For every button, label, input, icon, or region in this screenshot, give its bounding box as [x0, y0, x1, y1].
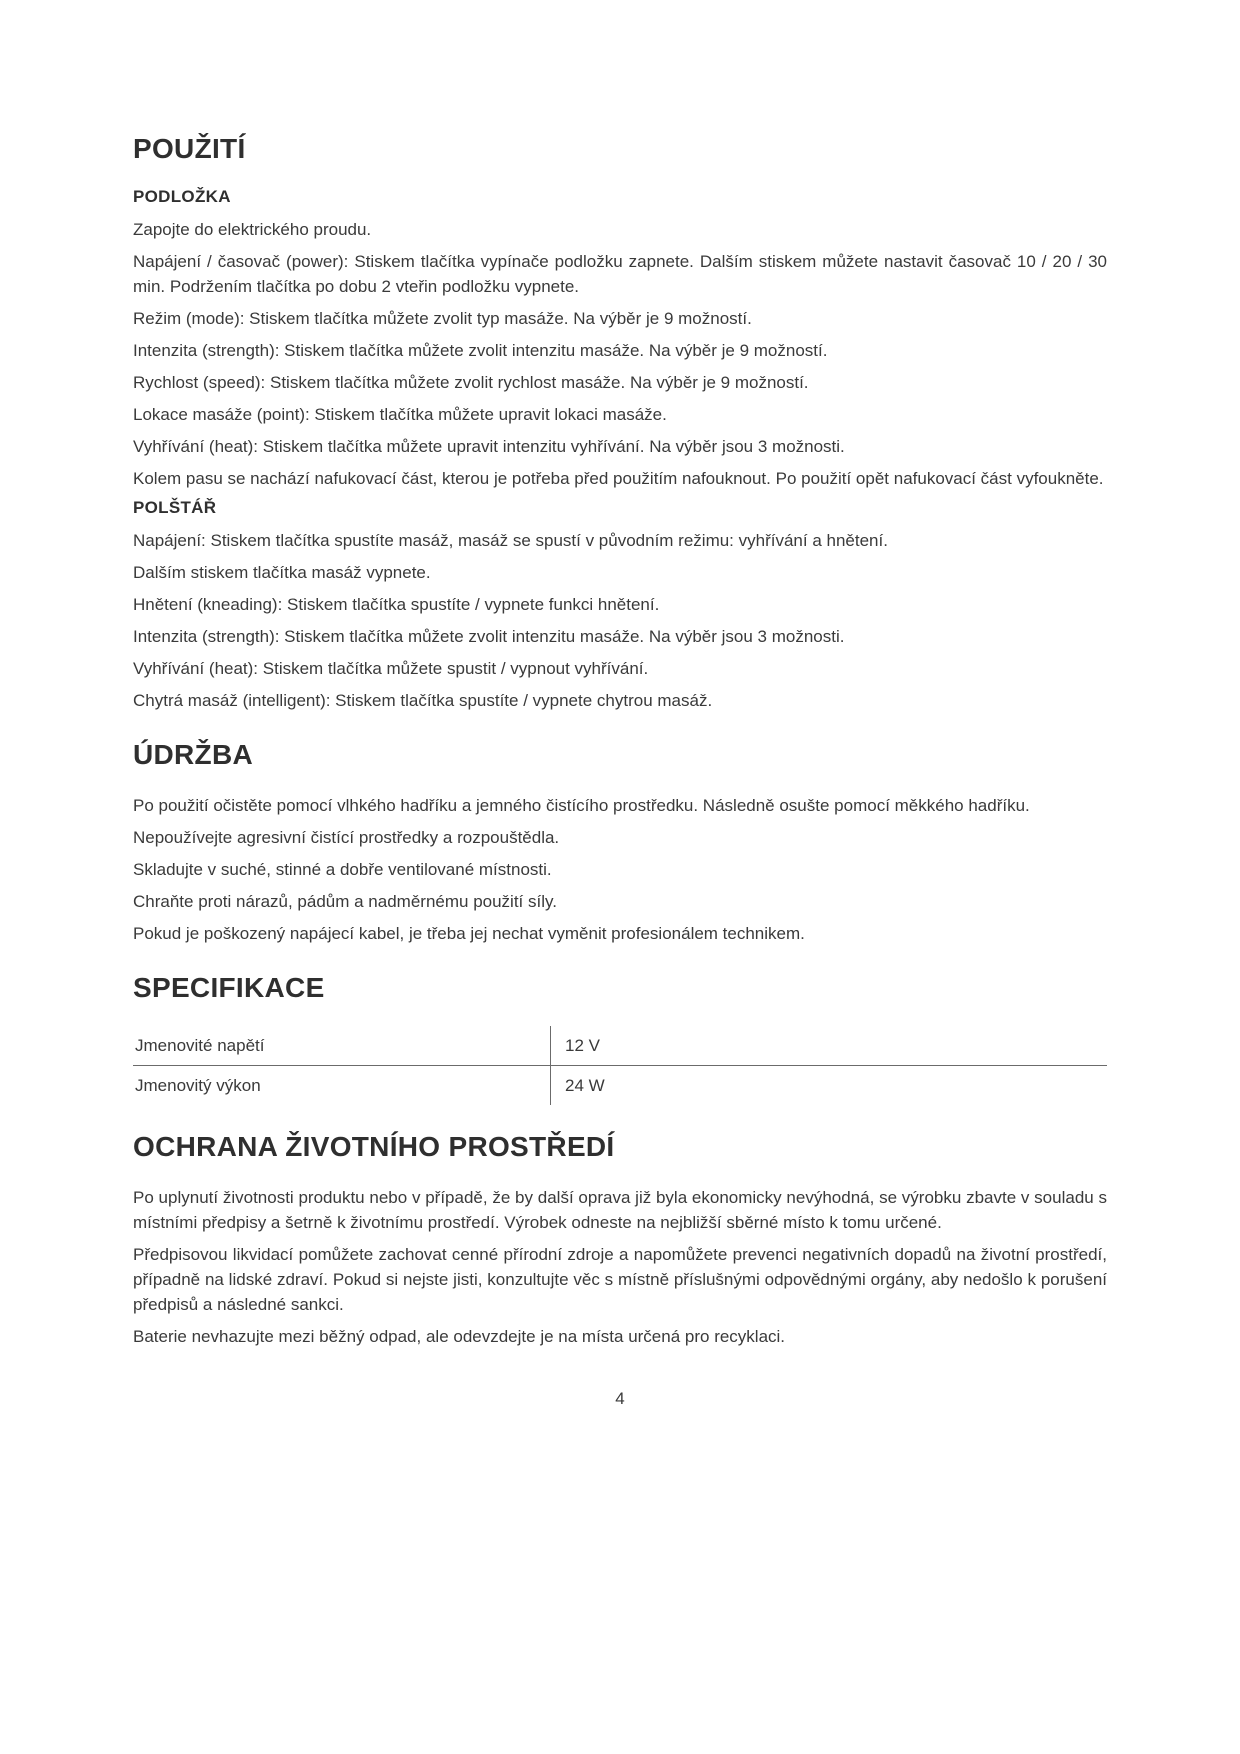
paragraph: Chytrá masáž (intelligent): Stiskem tlačítka spustíte / vypnete chytrou masáž. [133, 691, 713, 710]
paragraph: Lokace masáže (point): Stiskem tlačítka můžete upravit lokaci masáže. [133, 405, 667, 424]
spec-value-power: 24 W [565, 1076, 605, 1095]
spec-value-voltage: 12 V [565, 1036, 600, 1055]
paragraph: Po použití očistěte pomocí vlhkého hadříku a jemného čistícího prostředku. Následně osušte pomocí měkkého hadříku. [133, 796, 1030, 815]
paragraph: Režim (mode): Stiskem tlačítka můžete zvolit typ masáže. Na výběr je 9 možností. [133, 309, 752, 328]
section-title-udrzba: ÚDRŽBA [133, 739, 254, 770]
paragraph: Intenzita (strength): Stiskem tlačítka můžete zvolit intenzitu masáže. Na výběr jsou 3 možnosti. [133, 627, 845, 646]
paragraph: Vyhřívání (heat): Stiskem tlačítka můžete spustit / vypnout vyhřívání. [133, 659, 649, 678]
paragraph: Rychlost (speed): Stiskem tlačítka můžete zvolit rychlost masáže. Na výběr je 9 možností. [133, 373, 809, 392]
paragraph: Předpisovou likvidací pomůžete zachovat cenné přírodní zdroje a napomůžete prevenci negativních dopadů na životní prostředí, případně na lidské zdraví. Pokud si nejste jisti, konzultujte věc s místně příslušnými odpovědnými orgány, aby nedošlo k porušení předpisů a následné sankci. [133, 1245, 1107, 1314]
paragraph: Pokud je poškozený napájecí kabel, je třeba jej nechat vyměnit profesionálem technikem. [133, 924, 805, 943]
paragraph: Napájení / časovač (power): Stiskem tlačítka vypínače podložku zapnete. Dalším stiskem můžete nastavit časovač 10 / 20 / 30 min. Podržením tlačítka po dobu 2 vteřin podložku vypnete. [133, 252, 1107, 296]
section-title-pouziti: POUŽITÍ [133, 133, 246, 164]
paragraph: Po uplynutí životnosti produktu nebo v případě, že by další oprava již byla ekonomicky nevýhodná, se výrobku zbavte v souladu s místními předpisy a šetrně k životnímu prostředí. Výrobek odneste na nejbližší sběrné místo k tomu určené. [133, 1188, 1107, 1232]
spec-label-voltage: Jmenovité napětí [133, 1026, 551, 1065]
spec-label-power: Jmenovitý výkon [133, 1066, 551, 1105]
section-title-ochrana: OCHRANA ŽIVOTNÍHO PROSTŘEDÍ [133, 1131, 615, 1162]
spec-table-row [133, 1026, 1107, 1066]
paragraph: Baterie nevhazujte mezi běžný odpad, ale odevzdejte je na místa určená pro recyklaci. [133, 1327, 786, 1346]
paragraph: Vyhřívání (heat): Stiskem tlačítka můžete upravit intenzitu vyhřívání. Na výběr jsou 3 možnosti. [133, 437, 845, 456]
section-title-specifikace: SPECIFIKACE [133, 972, 325, 1003]
paragraph: Intenzita (strength): Stiskem tlačítka můžete zvolit intenzitu masáže. Na výběr je 9 možností. [133, 341, 828, 360]
paragraph: Napájení: Stiskem tlačítka spustíte masáž, masáž se spustí v původním režimu: vyhřívání a hnětení. [133, 531, 888, 550]
subheading-polstar: POLŠTÁŘ [133, 498, 217, 517]
paragraph: Chraňte proti nárazů, pádům a nadměrnému použití síly. [133, 892, 557, 911]
paragraph: Dalším stiskem tlačítka masáž vypnete. [133, 563, 431, 582]
paragraph: Zapojte do elektrického proudu. [133, 220, 372, 239]
spec-table [133, 1026, 1107, 1105]
spec-table-row [133, 1066, 1107, 1105]
paragraph: Kolem pasu se nachází nafukovací část, kterou je potřeba před použitím nafouknout. Po použití opět nafukovací část vyfoukněte. [133, 469, 1104, 488]
page-number: 4 [615, 1389, 625, 1408]
paragraph: Skladujte v suché, stinné a dobře ventilované místnosti. [133, 860, 552, 879]
paragraph: Nepoužívejte agresivní čistící prostředky a rozpouštědla. [133, 828, 560, 847]
paragraph: Hnětení (kneading): Stiskem tlačítka spustíte / vypnete funkci hnětení. [133, 595, 660, 614]
subheading-podlozka: PODLOŽKA [133, 187, 231, 206]
